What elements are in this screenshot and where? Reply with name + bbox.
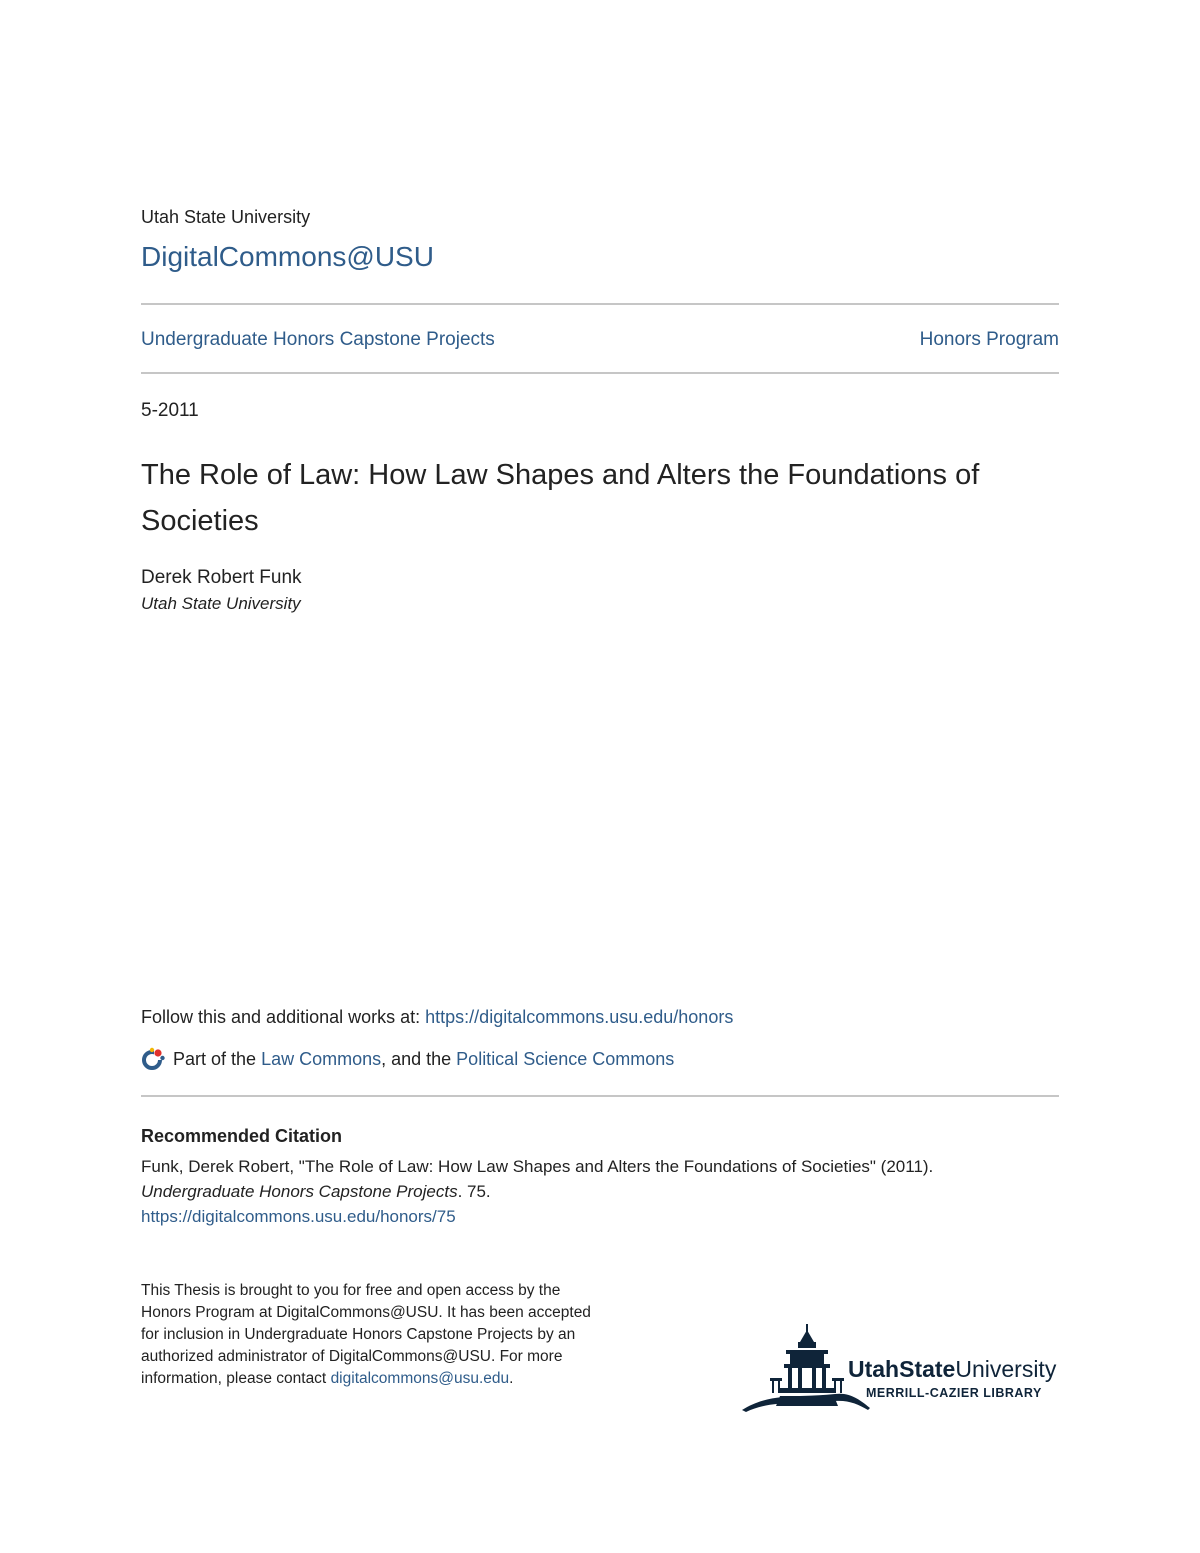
collection-link[interactable]: Undergraduate Honors Capstone Projects (141, 329, 495, 350)
logo-name-bold: UtahState (848, 1356, 956, 1382)
document-title: The Role of Law: How Law Shapes and Alters the Foundations of Societies (141, 459, 980, 537)
political-science-commons-link[interactable]: Political Science Commons (456, 1048, 675, 1069)
citation-divider (141, 1095, 1059, 1097)
logo-name-light: University (955, 1356, 1057, 1382)
law-commons-link[interactable]: Law Commons (261, 1048, 382, 1069)
citation-number: . 75. (457, 1182, 491, 1201)
follow-url-link[interactable]: https://digitalcommons.usu.edu/honors (425, 1007, 734, 1027)
access-notice (141, 1280, 611, 1390)
citation-heading: Recommended Citation (141, 1126, 343, 1146)
citation-url-link[interactable]: https://digitalcommons.usu.edu/honors/75 (141, 1207, 456, 1226)
notice-end: . (509, 1370, 514, 1387)
institution-name: Utah State University (141, 207, 311, 227)
citation-text: Funk, Derek Robert, "The Role of Law: How Law Shapes and Alters the Foundations of Societies" (2011). (141, 1157, 934, 1176)
follow-text: Follow this and additional works at: (141, 1007, 426, 1027)
part-of-prefix: Part of the (173, 1048, 262, 1069)
author-name: Derek Robert Funk (141, 567, 302, 588)
library-logo (740, 1322, 1070, 1417)
part-of-line (141, 1046, 674, 1072)
network-commons-icon (141, 1046, 167, 1072)
program-link[interactable]: Honors Program (919, 329, 1059, 350)
notice-text: This Thesis is brought to you for free and open access by the Honors Program at DigitalCommons@USU. It has been accepted for inclusion in Undergraduate Honors Capstone Projects by an authorized administrator of DigitalCommons@USU. For more information, please contact (141, 1282, 591, 1387)
citation-series: Undergraduate Honors Capstone Projects (141, 1182, 458, 1201)
author-affiliation: Utah State University (141, 594, 301, 613)
citation-series-line (141, 1179, 1081, 1204)
logo-wordmark (848, 1356, 1056, 1383)
citation-body (141, 1154, 1081, 1229)
part-of-joiner: , and the (381, 1048, 457, 1069)
publication-date: 5-2011 (141, 400, 199, 421)
top-divider (141, 303, 1059, 305)
contact-email-link[interactable]: digitalcommons@usu.edu (330, 1370, 510, 1387)
logo-subtitle: MERRILL-CAZIER LIBRARY (866, 1386, 1042, 1400)
follow-line (141, 1007, 733, 1028)
repository-link[interactable]: DigitalCommons@USU (141, 241, 434, 272)
series-divider (141, 372, 1059, 374)
